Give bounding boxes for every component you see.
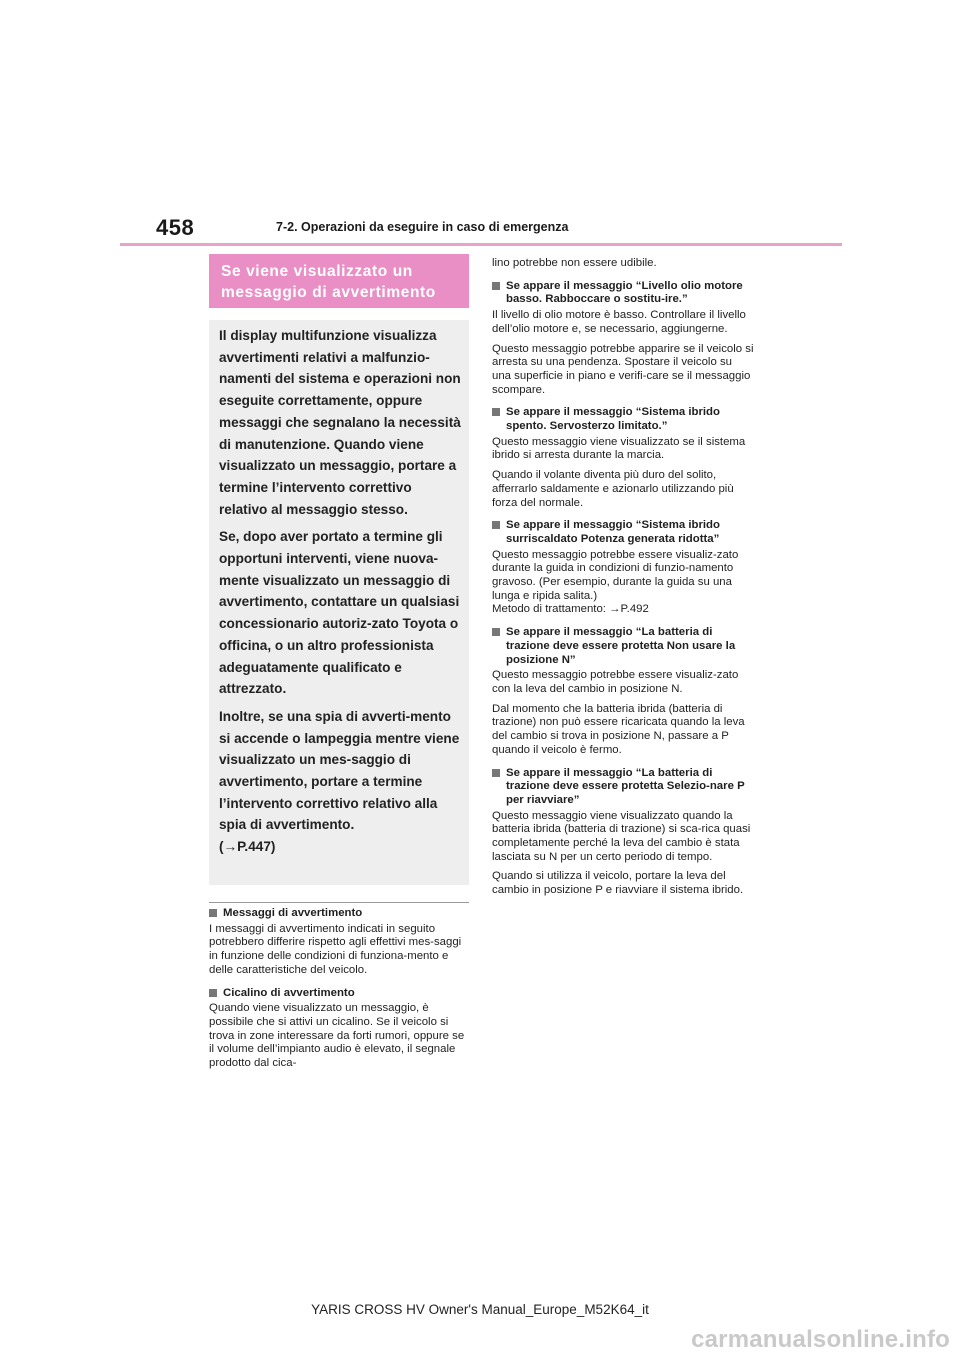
note-block (492, 406, 754, 510)
manual-footer: YARIS CROSS HV Owner's Manual_Europe_M52K64_it (311, 1302, 649, 1317)
note-block (492, 626, 754, 757)
note-block (492, 280, 754, 398)
note-block (492, 767, 754, 898)
info-paragraph: Il display multifunzione visualizza avvertimenti relativi a malfunzio-namenti del sistema e operazioni non eseguite correttamente, oppure messaggi che segnalano la necessità di manutenzione. Quando viene visualizzato un messaggio, portare a termine l’intervento correttivo relativo al messaggio stesso. (219, 328, 461, 517)
note-heading (492, 406, 754, 433)
info-page-reference[interactable]: (→P.447) (219, 839, 276, 855)
note-heading-text: Se appare il messaggio “Sistema ibrido spento. Servosterzo limitato.” (506, 406, 720, 433)
note-paragraph: Dal momento che la batteria ibrida (batteria di trazione) non può essere ricaricata quando la leva del cambio si trova in posizione N, passare a P quando il veicolo è fermo. (492, 702, 745, 756)
info-paragraph: Se, dopo aver portato a termine gli opportuni interventi, viene nuova-mente visualizzato un messaggio di avvertimento, contattare un qualsiasi concessionario autoriz-zato Toyota o officina, o un altro professionista adeguatamente qualificato e attrezzato. (219, 529, 460, 697)
watermark: carmanualsonline.info (691, 1326, 950, 1353)
note-paragraph: Questo messaggio potrebbe essere visualiz-zato durante la guida in condizioni di funzio-namento gravoso. (Per esempio, durante la guida su una lunga e ripida salita.) (492, 548, 739, 602)
note-heading (492, 626, 754, 667)
note-paragraph: Questo messaggio potrebbe apparire se il veicolo si arresta su una pendenza. Spostare il veicolo su una superficie in piano e verifi-care se il messaggio scompare. (492, 342, 754, 396)
square-bullet-icon (492, 408, 500, 416)
note-heading-text: Messaggi di avvertimento (223, 907, 363, 919)
note-heading (492, 519, 754, 546)
page-number: 458 (156, 215, 195, 240)
note-heading (209, 987, 471, 1001)
note-heading (492, 280, 754, 307)
note-heading-text: Se appare il messaggio “La batteria di trazione deve essere protetta Non usare la posizione N” (506, 626, 736, 666)
right-column (492, 257, 754, 907)
note-heading-text: Cicalino di avvertimento (223, 986, 355, 999)
note-paragraph: I messaggi di avvertimento indicati in seguito potrebbero differire rispetto agli effettivi mes-saggi in funzione delle condizioni di funziona-mento e delle caratteristiche del veicolo. (209, 922, 462, 976)
title-box (209, 254, 469, 308)
square-bullet-icon (492, 628, 500, 636)
note-paragraph: Quando il volante diventa più duro del solito, afferrarlo saldamente e azionarlo utilizzando più forza del normale. (492, 469, 734, 509)
note-paragraph: Questo messaggio viene visualizzato se il sistema ibrido si arresta durante la marcia. (492, 435, 746, 462)
column-divider-rule (209, 902, 469, 903)
left-column (209, 907, 471, 1080)
section-title: 7-2. Operazioni da eseguire in caso di emergenza (276, 220, 569, 234)
note-paragraph: Quando viene visualizzato un messaggio, è possibile che si attivi un cicalino. Se il veicolo si trova in zone interessare da forti rumori, oppure se il volume dell’impianto audio è elevato, il segnale prodotto dal cica- (209, 1002, 465, 1070)
square-bullet-icon (209, 909, 217, 917)
note-block (209, 987, 471, 1071)
continued-text: lino potrebbe non essere udibile. (492, 257, 657, 269)
note-heading-text: Se appare il messaggio “La batteria di trazione deve essere protetta Selezio-nare P per riavviare” (506, 766, 745, 806)
note-heading-text: Se appare il messaggio “Sistema ibrido surriscaldato Potenza generata ridotta” (506, 519, 720, 545)
note-heading (492, 767, 754, 808)
square-bullet-icon (492, 282, 500, 290)
info-paragraph: Inoltre, se una spia di avverti-mento si accende o lampeggia mentre viene visualizzato un mes-saggio di avvertimento, portare a termine l’intervento correttivo relativo alla spia di avvertimento. (219, 708, 460, 833)
square-bullet-icon (492, 769, 500, 777)
title-box-text: Se viene visualizzato un messaggio di avvertimento (221, 263, 436, 301)
note-heading-text: Se appare il messaggio “Livello olio motore basso. Rabboccare o sostitu-ire.” (506, 279, 743, 306)
note-paragraph: Il livello di olio motore è basso. Controllare il livello dell’olio motore e, se necessario, aggiungerne. (492, 309, 746, 335)
note-paragraph: Questo messaggio viene visualizzato quando la batteria ibrida (batteria di trazione) si sca-rica quasi completamente perché la leva del cambio è stata lasciata su N per un certo periodo di tempo. (492, 809, 751, 863)
note-block (209, 907, 471, 978)
info-box (209, 320, 469, 885)
note-heading (209, 907, 471, 921)
header-rule (120, 243, 842, 246)
note-paragraph: Questo messaggio potrebbe essere visualiz-zato con la leva del cambio in posizione N. (492, 669, 739, 695)
square-bullet-icon (209, 989, 217, 997)
square-bullet-icon (492, 521, 500, 529)
note-block (492, 519, 754, 617)
treatment-page-reference[interactable]: Metodo di trattamento: →P.492 (492, 603, 649, 616)
note-paragraph: Quando si utilizza il veicolo, portare la leva del cambio in posizione P e riavviare il sistema ibrido. (492, 870, 744, 897)
